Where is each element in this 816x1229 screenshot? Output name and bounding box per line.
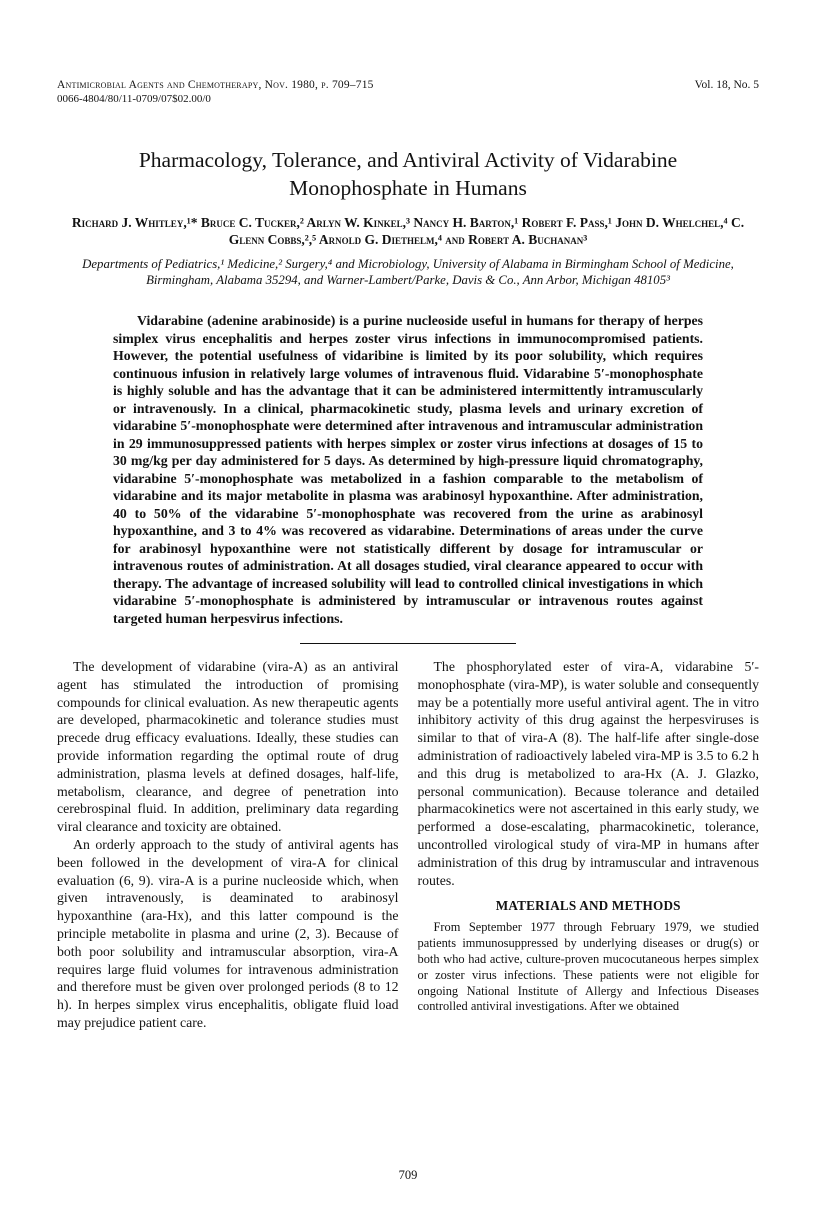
copyright-code: 0066-4804/80/11-0709/07$02.00/0 bbox=[57, 93, 211, 105]
left-column bbox=[57, 658, 399, 1032]
volume-number: Vol. 18, No. 5 bbox=[694, 79, 759, 91]
masthead bbox=[57, 78, 759, 106]
abstract-body-divider bbox=[300, 643, 516, 644]
masthead-left bbox=[57, 78, 374, 106]
article-title: Pharmacology, Tolerance, and Antiviral Activity of Vidarabine Monophosphate in Humans bbox=[138, 148, 678, 200]
journal-citation: Antimicrobial Agents and Chemotherapy, Nov. 1980, p. 709–715 bbox=[57, 79, 374, 91]
authors-line: Richard J. Whitley,¹* Bruce C. Tucker,² Arlyn W. Kinkel,³ Nancy H. Barton,¹ Robert F. Pass,¹ John D. Whelchel,⁴ C. Glenn Cobbs,²,⁵ Arnold G. Diethelm,⁴ and Robert A. Buchanan³ bbox=[71, 215, 745, 247]
page-number: 709 bbox=[398, 1168, 418, 1182]
section-heading-materials-and-methods: MATERIALS AND METHODS bbox=[495, 898, 681, 914]
body-paragraph: An orderly approach to the study of antiviral agents has been followed in the development of vira-A for clinical evaluation (6, 9). vira-A is a purine nucleoside which, when given intravenously, is deaminated to arabinosyl hypoxanthine (ara-Hx), and this latter compound is the principle metabolite in plasma and urine (2, 3). Because of both poor solubility and intramuscular absorption, vira-A requires large fluid volumes for intravenous administration and therefore must be given over prolonged periods (8 to 12 h). In herpes simplex virus encephalitis, obligate fluid load may prejudice patient care. bbox=[57, 836, 399, 1030]
body-paragraph: The development of vidarabine (vira-A) as an antiviral agent has stimulated the introduction of promising compounds for clinical evaluation. As new therapeutic agents are developed, pharmacokinetic and tolerance studies must precede drug efficacy evaluations. Ideally, these studies can provide information regarding the optimal route of drug administration, plasma levels at defined dosages, half-life, metabolism, clearance, and degree of penetration into cerebrospinal fluid. In addition, preliminary data regarding viral clearance and toxicity are obtained. bbox=[57, 659, 399, 835]
right-column bbox=[418, 658, 760, 1032]
body-paragraph: The phosphorylated ester of vira-A, vidarabine 5′-monophosphate (vira-MP), is water soluble and consequently may be a potentially more useful antiviral agent. The in vitro inhibitory activity of this drug against the herpesviruses is similar to that of vira-A (8). The half-life after single-dose administration of radioactively labeled vira-MP is 3.5 to 6.2 h and this drug is metabolized to ara-Hx (A. J. Glazko, personal communication). Because tolerance and detailed pharmacokinetics were not ascertained in this early study, we performed a dose-escalating, pharmacokinetic, tolerance, uncontrolled virological study of vira-MP in humans after administration of this drug by intramuscular and intravenous routes. bbox=[417, 659, 759, 888]
two-column-body bbox=[57, 658, 759, 1032]
affiliations-line: Departments of Pediatrics,¹ Medicine,² Surgery,⁴ and Microbiology, University of Alabama in Birmingham School of Medicine, Birmingham, Alabama 35294, and Warner-Lambert/Parke, Davis & Co., Ann Arbor, Michigan 48105³ bbox=[82, 257, 734, 287]
abstract-paragraph: Vidarabine (adenine arabinoside) is a purine nucleoside useful in humans for therapy of herpes simplex virus encephalitis and herpes zoster virus infections in immunocompromised patients. However, the potential usefulness of vidaribine is limited by its poor solubility, which requires continuous infusion in relatively large volumes of intravenous fluid. Vidarabine 5′-monophosphate is highly soluble and has the advantage that it can be administered intermittently intramuscularly or intravenously. In a clinical, pharmacokinetic study, plasma levels and urinary excretion of vidarabine 5′-monophosphate were determined after intravenous and intramuscular administration in 29 immunosuppressed patients with herpes simplex or zoster virus infections at dosages of 15 to 30 mg/kg per day administered for 5 days. As determined by high-pressure liquid chromatography, vidarabine 5′-monophosphate was metabolized in a fashion comparable to the metabolism of vidarabine and its major metabolite in plasma was arabinosyl hypoxanthine. After administration, 40 to 50% of the vidarabine 5′-monophosphate was recovered from the urine as arabinosyl hypoxanthine, and 3 to 4% was recovered as vidarabine. Determinations of areas under the curve for arabinosyl hypoxanthine were not statistically different by dosage for intramuscular or intravenous routes of administration. At all dosages studied, viral clearance appeared to occur with therapy. The advantage of increased solubility will lead to controlled clinical investigations in which vidarabine 5′-monophosphate is administered by intramuscular or intravenous routes against targeted human herpesvirus infections. bbox=[113, 313, 703, 626]
methods-paragraph: From September 1977 through February 1979, we studied patients immunosuppressed by underlying diseases or drug(s) or both who had active, culture-proven mucocutaneous herpes simplex or zoster virus infections. These patients were not eligible for ongoing National Institute of Allergy and Infectious Diseases controlled antiviral investigations. After we obtained bbox=[417, 920, 759, 1014]
